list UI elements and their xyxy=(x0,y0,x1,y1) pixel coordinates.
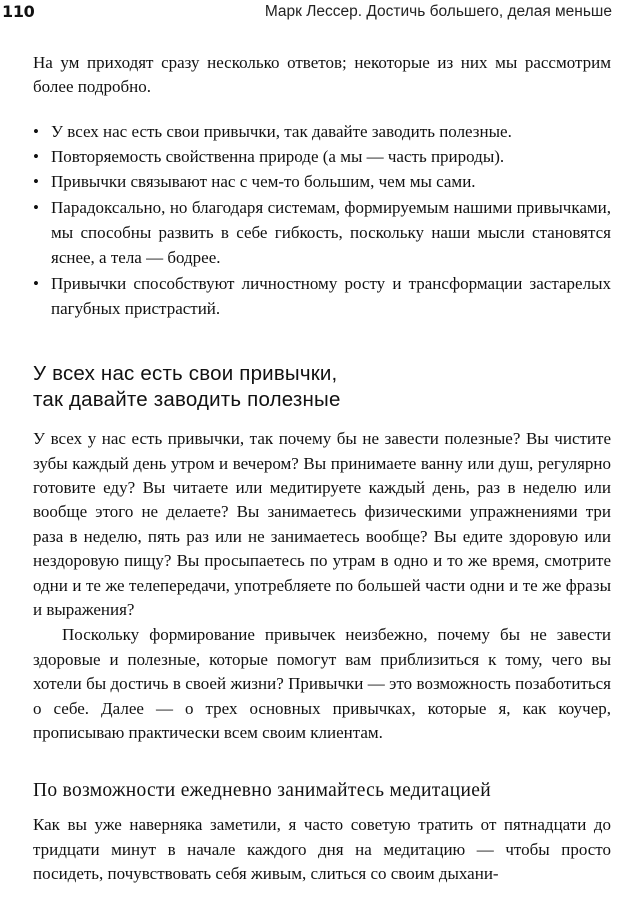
section-paragraph: Поскольку формирование привычек неизбежно, почему бы не завести здоровые и полезные, которые помогут вам приблизиться к тому, чего вы хотели бы достичь в своей жизни? Привычки — это возможность позаботиться о себе. Далее — о трех основных привычках, которые я, как коучер, прописываю практически всем своим клиентам. xyxy=(33,625,611,743)
bullet-text: Привычки связывают нас с чем-то большим, чем мы сами. xyxy=(51,172,476,192)
bullet-icon: • xyxy=(33,121,39,141)
section-paragraph: У всех у нас есть привычки, так почему бы не завести полезные? Вы чистите зубы каждый день утром и вечером? Вы принимаете ванну или душ, регулярно готовите еду? Вы читаете или медитируете каждый день, раз в неделю или вообще этого не делаете? Вы занимаетесь физическими упражнениями три раза в неделю, пять раз или не занимаетесь вообще? Вы едите здоровую или нездоровую пищу? Вы просыпаетесь по утрам в одно и то же время, смотрите одни и те же телепередачи, употребляете по большей части одни и те же фразы и выражения? xyxy=(33,429,611,620)
bullet-text: Привычки способствуют личностному росту и трансформации застарелых пагубных пристрастий. xyxy=(51,273,611,318)
section-heading-habits xyxy=(33,361,611,413)
bullet-item xyxy=(33,271,611,322)
bullet-text: Парадоксально, но благодаря системам, формируемым нашими привычками, мы способны развить в себе гибкость, поскольку наши мысли становятся яснее, а тела — бодрее. xyxy=(51,197,611,268)
section-heading-meditation: По возможности ежедневно занимайтесь медитацией xyxy=(33,780,491,802)
bullet-item xyxy=(33,169,611,194)
running-head: Марк Лессер. Достичь большего, делая меньше xyxy=(264,3,612,20)
bullet-item xyxy=(33,119,611,144)
page-number: 110 xyxy=(2,2,35,21)
bullet-icon: • xyxy=(33,147,39,167)
section-heading-line: так давайте заводить полезные xyxy=(33,388,341,412)
intro-paragraph: На ум приходят сразу несколько ответов; некоторые из них мы рассмотрим более подробно. xyxy=(33,53,611,97)
bullet-icon: • xyxy=(33,172,39,192)
page-header xyxy=(0,0,620,28)
bullet-text: У всех нас есть свои привычки, так давайте заводить полезные. xyxy=(51,121,512,141)
bullet-item xyxy=(33,195,611,271)
bullet-icon: • xyxy=(33,197,39,217)
section-heading-line: У всех нас есть свои привычки, xyxy=(33,362,338,386)
page-body xyxy=(33,51,611,887)
bullet-item xyxy=(33,144,611,169)
bullet-list xyxy=(33,119,611,321)
bullet-text: Повторяемость свойственна природе (а мы — часть природы). xyxy=(51,147,505,167)
bullet-icon: • xyxy=(33,273,39,293)
section-paragraph: Как вы уже наверняка заметили, я часто советую тратить от пятнадцати до тридцати минут в начале каждого дня на медитацию — чтобы просто посидеть, почувствовать себя живым, слиться со своим дыхани- xyxy=(33,815,611,884)
